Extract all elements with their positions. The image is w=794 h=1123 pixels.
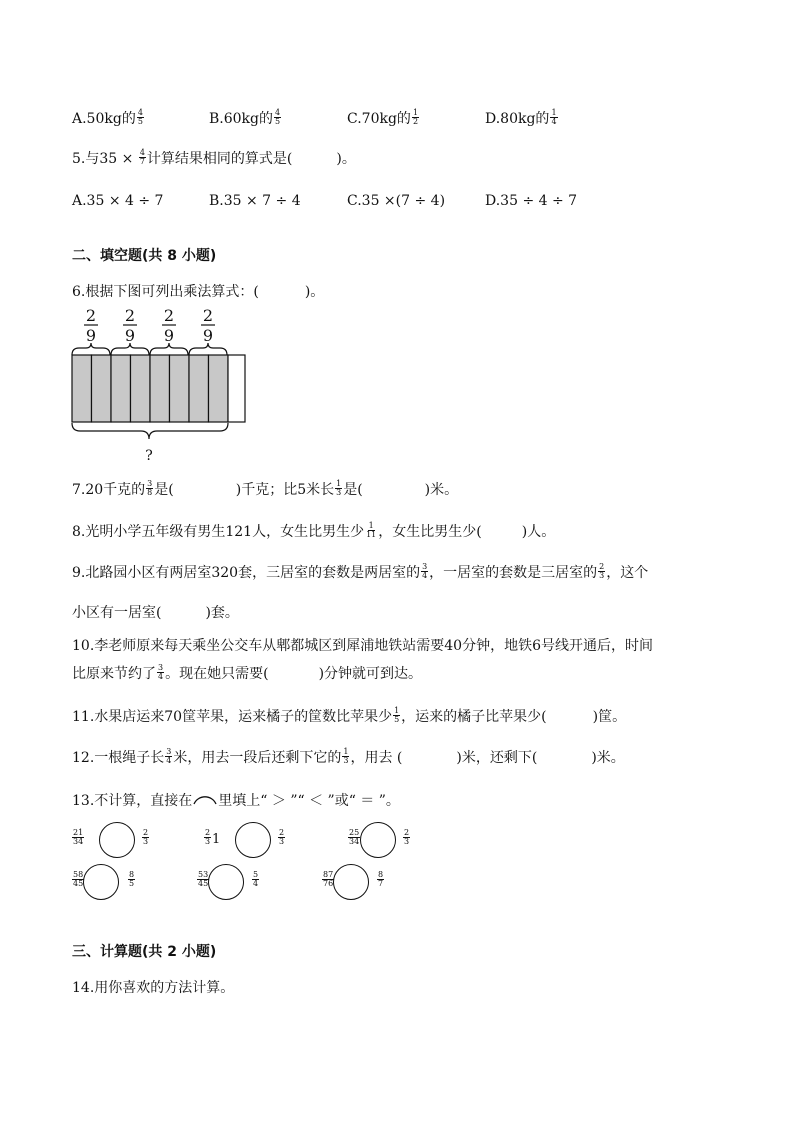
fraction: $\frac{3}{4}$: [422, 561, 428, 580]
fraction: $\frac{4}{5}$: [275, 107, 281, 126]
fraction: $\frac{1}{11}$: [366, 520, 377, 539]
q5-option-a: A.35 × 4 ÷ 7: [72, 193, 164, 209]
bottom-brace: [72, 423, 228, 439]
compare-circle-input[interactable]: [83, 864, 119, 900]
top-fraction-num: 2: [85, 306, 97, 325]
empty-cell: [228, 355, 245, 422]
top-fraction-num: 2: [163, 306, 175, 325]
fraction: $\frac{3}{4}$: [166, 746, 172, 765]
q4-option-d: D.80kg的 $\frac{1}{4}$: [485, 107, 557, 127]
question-12: 12.一根绳子长 $\frac{3}{4}$ 米，用去一段后还剩下它的 $\frac{1}{3}$ ，用去 ( )米，还剩下( )米。: [72, 746, 625, 766]
compare-left-extra: 1: [212, 832, 221, 847]
compare-right-fraction: $\frac{8}{7}$: [378, 870, 384, 888]
shaded-cell: [209, 355, 229, 422]
shaded-cell: [131, 355, 151, 422]
shaded-cell: [111, 355, 131, 422]
top-fraction-den: 9: [163, 326, 175, 345]
question-11: 11.水果店运来70筐苹果，运来橘子的筐数比苹果少 $\frac{1}{5}$ ，运来的橘子比苹果少( )筐。: [72, 705, 627, 725]
top-brace: [72, 343, 110, 355]
q4-option-a: A.50kg的 $\frac{4}{5}$: [72, 107, 143, 127]
question-5: 5.与35 × $\frac{4}{7}$ 计算结果相同的算式是( )。: [72, 147, 356, 167]
section-heading: 二、填空题(共 8 小题): [72, 248, 217, 264]
question-8: 8.光明小学五年级有男生121人，女生比男生少 $\frac{1}{11}$ ，女生比男生少( )人。: [72, 520, 556, 540]
top-brace: [189, 343, 227, 355]
shaded-cell: [170, 355, 190, 422]
shaded-cell: [92, 355, 112, 422]
compare-circle-input[interactable]: [99, 822, 135, 858]
compare-right-fraction: $\frac{5}{4}$: [253, 870, 259, 888]
compare-circle-input[interactable]: [235, 822, 271, 858]
fraction: $\frac{3}{8}$: [147, 478, 153, 497]
top-fraction-num: 2: [202, 306, 214, 325]
question-10-line2: 比原来节约了 $\frac{3}{4}$ 。现在她只需要( )分钟就可到达。: [72, 662, 423, 682]
q4-option-c: C.70kg的 $\frac{1}{2}$: [347, 107, 419, 127]
shaded-cell: [189, 355, 209, 422]
top-fraction-den: 9: [85, 326, 97, 345]
compare-left-fraction: $\frac{21}{34}$: [73, 828, 84, 846]
compare-circle-input[interactable]: [333, 864, 369, 900]
top-fraction-den: 9: [202, 326, 214, 345]
compare-circle-input[interactable]: [360, 822, 396, 858]
circle-icon: [192, 783, 218, 805]
compare-right-fraction: $\frac{2}{3}$: [143, 828, 149, 846]
compare-right-fraction: $\frac{2}{3}$: [279, 828, 285, 846]
question-6: 6.根据下图可列出乘法算式：( )。: [72, 284, 325, 300]
compare-right-fraction: $\frac{8}{5}$: [129, 870, 135, 888]
fraction: $\frac{1}{3}$: [336, 478, 342, 497]
shaded-cell: [150, 355, 170, 422]
q5-option-d: D.35 ÷ 4 ÷ 7: [485, 193, 578, 209]
q6-figure: [66, 303, 256, 468]
question-7: 7.20千克的 $\frac{3}{8}$ 是( )千克；比5米长 $\frac{1}{3}$ 是( )米。: [72, 478, 459, 498]
fraction: $\frac{1}{5}$: [394, 705, 400, 724]
fraction: $\frac{1}{4}$: [551, 107, 557, 126]
section-heading: 三、计算题(共 2 小题): [72, 944, 217, 960]
question-9-line2: 小区有一居室( )套。: [72, 605, 239, 621]
q4-option-b: B.60kg的 $\frac{4}{5}$: [209, 107, 281, 127]
compare-left-fraction: $\frac{87}{76}$: [323, 870, 334, 888]
compare-left-fraction: $\frac{2}{3}$: [205, 828, 211, 846]
compare-right-fraction: $\frac{2}{3}$: [404, 828, 410, 846]
compare-left-fraction: $\frac{53}{45}$: [198, 870, 209, 888]
fraction: $\frac{3}{4}$: [158, 662, 164, 681]
q5-option-b: B.35 × 7 ÷ 4: [209, 193, 301, 209]
fraction: $\frac{4}{5}$: [137, 107, 143, 126]
question-14: 14.用你喜欢的方法计算。: [72, 980, 235, 996]
question-10: 10.李老师原来每天乘坐公交车从郫都城区到犀浦地铁站需要40分钟，地铁6号线开通后，时间: [72, 638, 653, 654]
fraction: $\frac{2}{3}$: [599, 561, 605, 580]
q5-option-c: C.35 ×(7 ÷ 4): [347, 193, 446, 209]
shaded-cell: [72, 355, 92, 422]
top-fraction-num: 2: [124, 306, 136, 325]
top-brace: [111, 343, 149, 355]
top-fraction-den: 9: [124, 326, 136, 345]
question-9: 9.北路园小区有两居室320套，三居室的套数是两居室的 $\frac{3}{4}$ ，一居室的套数是三居室的 $\frac{2}{3}$ ，这个: [72, 561, 649, 581]
top-brace: [150, 343, 188, 355]
question-mark: ?: [145, 448, 153, 464]
fraction: $\frac{1}{3}$: [343, 746, 349, 765]
fraction: $\frac{1}{2}$: [412, 107, 419, 126]
fraction: $\frac{4}{7}$: [139, 147, 145, 166]
compare-circle-input[interactable]: [208, 864, 244, 900]
question-13: 13.不计算，直接在 里填上“ ＞ ”“ ＜ ”或“ ＝ ”。: [72, 789, 400, 811]
compare-left-fraction: $\frac{25}{34}$: [349, 828, 360, 846]
compare-left-fraction: $\frac{58}{45}$: [73, 870, 84, 888]
